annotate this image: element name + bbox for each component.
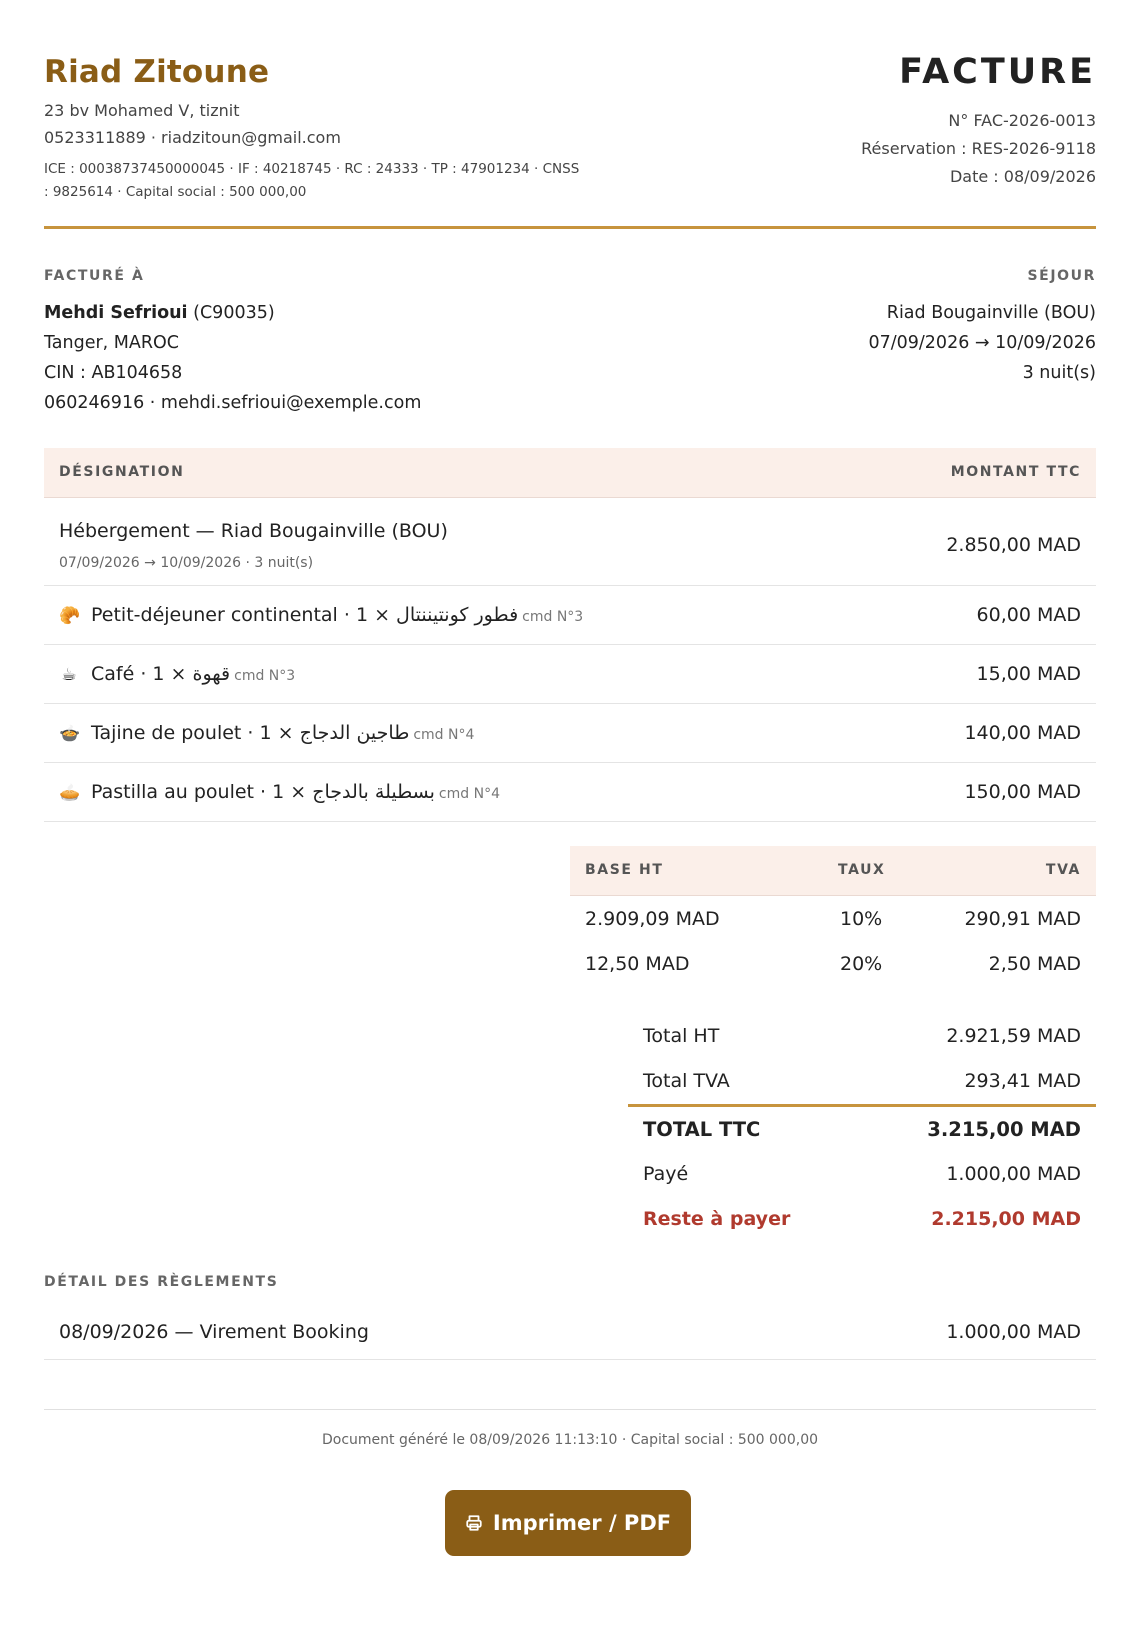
total-tva-label: Total TVA xyxy=(643,1070,730,1092)
tva-amount: 290,91 MAD xyxy=(964,908,1081,930)
col-amount: MONTANT TTC xyxy=(950,464,1081,480)
client-line xyxy=(44,298,421,328)
footer-note: Document généré le 08/09/2026 11:13:10 · Capital social : 500 000,00 xyxy=(321,1432,819,1448)
footer-divider xyxy=(44,1409,1096,1410)
stay-label: SÉJOUR xyxy=(1027,268,1096,284)
stay-dates: 07/09/2026 → 10/09/2026 xyxy=(868,333,1096,353)
paid-value: 1.000,00 MAD xyxy=(946,1163,1081,1185)
payment-amount: 1.000,00 MAD xyxy=(946,1321,1081,1343)
order-ref: cmd N°3 xyxy=(522,609,584,625)
printer-icon xyxy=(465,1514,483,1532)
line-description: Hébergement — Riad Bougainville (BOU) xyxy=(59,520,448,542)
balance-due-row xyxy=(628,1197,1096,1242)
payment-row xyxy=(44,1304,1096,1360)
client-contact: 060246916 · mehdi.sefrioui@exemple.com xyxy=(44,393,422,413)
line-subtext: 07/09/2026 → 10/09/2026 · 3 nuit(s) xyxy=(59,555,314,571)
total-ttc-row xyxy=(628,1107,1096,1152)
croissant-icon: 🥐 xyxy=(59,606,81,626)
balance-due-label: Reste à payer xyxy=(643,1208,791,1230)
total-ht-value: 2.921,59 MAD xyxy=(946,1025,1081,1047)
client-city: Tanger, MAROC xyxy=(44,333,180,353)
paid-label: Payé xyxy=(643,1163,689,1185)
company-legal-ids: ICE : 00038737450000045 · IF : 40218745 · RC : 24333 · TP : 47901234 · CNSS : 9825614 · Capital social : 500 000,00 xyxy=(44,161,580,200)
bill-to-label: FACTURÉ À xyxy=(44,268,145,284)
pie-icon: 🥧 xyxy=(59,783,81,803)
tva-row xyxy=(570,896,1096,941)
line-amount: 60,00 MAD xyxy=(976,604,1081,626)
tva-table-header xyxy=(570,846,1096,896)
line-description-wrap xyxy=(59,604,583,626)
line-amount: 15,00 MAD xyxy=(976,663,1081,685)
col-base-ht: BASE HT xyxy=(585,862,664,878)
tva-rate: 10% xyxy=(840,908,883,930)
tva-base: 12,50 MAD xyxy=(585,953,690,975)
col-rate: TAUX xyxy=(838,862,886,878)
document-meta xyxy=(861,107,1096,191)
tajine-icon: 🍲 xyxy=(59,724,81,744)
table-row xyxy=(44,764,1096,822)
line-amount: 2.850,00 MAD xyxy=(946,534,1081,556)
table-row xyxy=(44,705,1096,763)
total-ht-row xyxy=(628,1014,1096,1059)
print-pdf-label: Imprimer / PDF xyxy=(492,1511,672,1535)
tva-base: 2.909,09 MAD xyxy=(585,908,720,930)
bill-to-section xyxy=(44,268,421,418)
line-description-wrap xyxy=(59,781,500,803)
company-address: 23 bv Mohamed V, tiznit xyxy=(44,101,240,120)
total-tva-row xyxy=(628,1059,1096,1104)
tva-row xyxy=(570,941,1096,986)
company-address-block xyxy=(44,97,341,151)
table-row xyxy=(44,587,1096,645)
invoice-date: Date : 08/09/2026 xyxy=(949,167,1096,186)
stay-section xyxy=(868,268,1096,388)
client-name: Mehdi Sefrioui xyxy=(44,303,188,323)
document-title: FACTURE xyxy=(899,52,1096,92)
total-ttc-value: 3.215,00 MAD xyxy=(927,1118,1081,1141)
line-description: Tajine de poulet · 1 × طاجين الدجاج xyxy=(91,722,410,744)
payment-description: 08/09/2026 — Virement Booking xyxy=(59,1321,369,1343)
line-description: Pastilla au poulet · 1 × بسطيلة بالدجاج xyxy=(91,781,435,803)
invoice-number: N° FAC-2026-0013 xyxy=(948,111,1096,130)
col-designation: DÉSIGNATION xyxy=(59,464,185,480)
client-code: (C90035) xyxy=(193,303,275,323)
line-description-wrap xyxy=(59,722,474,744)
total-ht-label: Total HT xyxy=(643,1025,720,1047)
payments-label: DÉTAIL DES RÈGLEMENTS xyxy=(44,1274,279,1290)
total-ttc-label: TOTAL TTC xyxy=(643,1118,761,1141)
stay-nights: 3 nuit(s) xyxy=(1022,363,1096,383)
stay-property: Riad Bougainville (BOU) xyxy=(886,303,1096,323)
client-cin: CIN : AB104658 xyxy=(44,363,183,383)
line-description-wrap xyxy=(59,663,295,685)
total-tva-value: 293,41 MAD xyxy=(964,1070,1081,1092)
company-name: Riad Zitoune xyxy=(44,54,270,90)
balance-due-value: 2.215,00 MAD xyxy=(931,1208,1081,1230)
line-description: Café · 1 × قهوة xyxy=(91,663,231,685)
order-ref: cmd N°3 xyxy=(234,668,296,684)
order-ref: cmd N°4 xyxy=(413,727,475,743)
tva-rate: 20% xyxy=(840,953,883,975)
company-contact: 0523311889 · riadzitoun@gmail.com xyxy=(44,128,341,147)
coffee-icon: ☕ xyxy=(61,665,77,685)
header-divider xyxy=(44,226,1096,229)
col-tva: TVA xyxy=(1045,862,1081,878)
order-ref: cmd N°4 xyxy=(438,786,500,802)
line-description: Petit-déjeuner continental · 1 × فطور كونتيننتال xyxy=(91,604,519,626)
totals-block xyxy=(628,1014,1096,1242)
line-amount: 150,00 MAD xyxy=(964,781,1081,803)
print-pdf-button[interactable] xyxy=(445,1490,691,1556)
tva-amount: 2,50 MAD xyxy=(988,953,1081,975)
tva-table xyxy=(570,846,1096,986)
invoice-page xyxy=(44,0,1096,1646)
reservation-number: Réservation : RES-2026-9118 xyxy=(861,139,1096,158)
table-row xyxy=(44,646,1096,704)
lines-table-header xyxy=(44,448,1096,498)
table-row xyxy=(44,499,1096,586)
paid-row xyxy=(628,1152,1096,1197)
line-amount: 140,00 MAD xyxy=(964,722,1081,744)
